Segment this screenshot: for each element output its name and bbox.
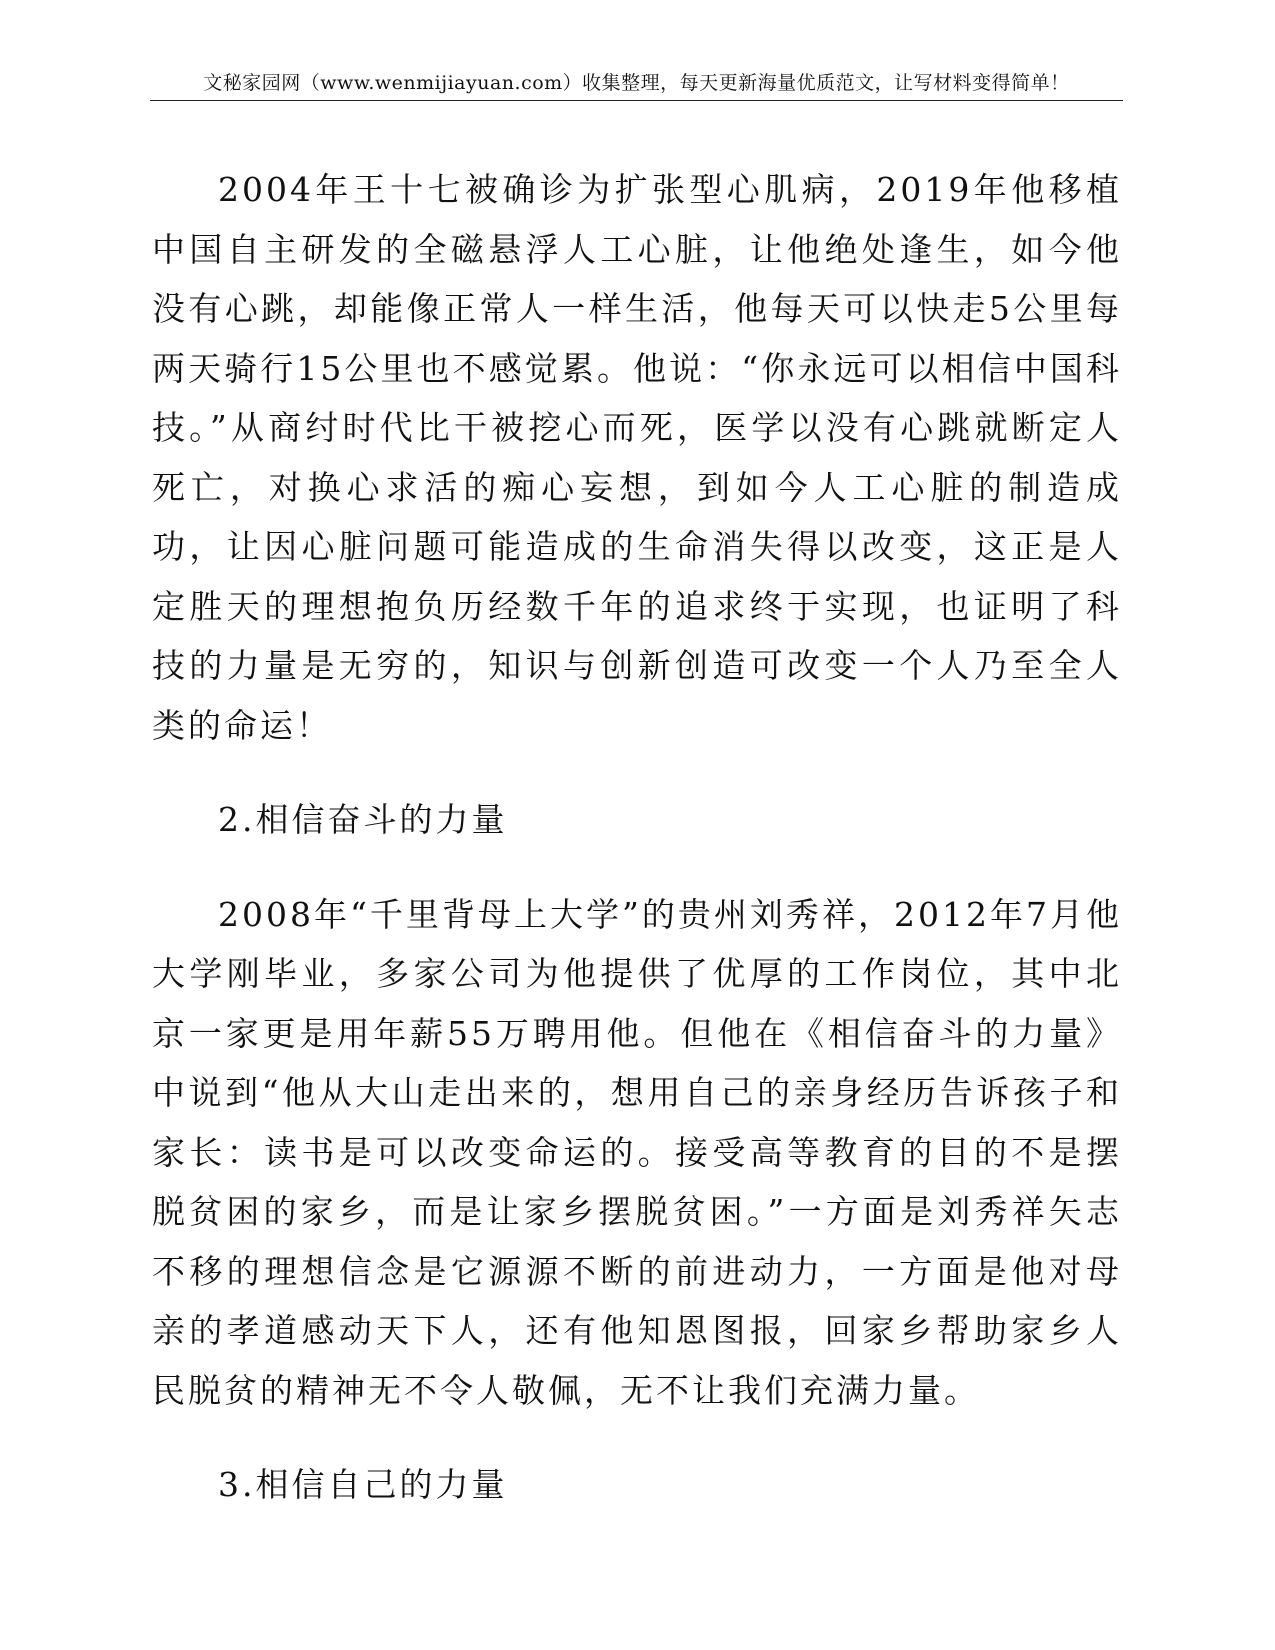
- section-heading-2: 2.相信奋斗的力量: [218, 800, 508, 839]
- body-paragraph-2: 2008年“千里背母上大学”的贵州刘秀祥，2012年7月他大学刚毕业，多家公司为他提供了优厚的工作岗位，其中北京一家更是用年薪55万聘用他。但他在《相信奋斗的力量》中说到“他从大山走出来的，想用自己的亲身经历告诉孩子和家长：读书是可以改变命运的。接受高等教育的目的不是摆脱贫困的家乡，而是让家乡摆脱贫困。”一方面是刘秀祥矢志不移的理想信念是它源源不断的前进动力，一方面是他对母亲的孝道感动天下人，还有他知恩图报，回家乡帮助家乡人民脱贫的精神无不令人敬佩，无不让我们充满力量。: [152, 894, 1122, 1410]
- document-body: [152, 160, 1122, 1515]
- page-header: 文秘家园网（www.wenmijiayuan.com）收集整理，每天更新海量优质范文，让写材料变得简单！: [150, 70, 1123, 101]
- paragraph-gap: [152, 755, 1122, 790]
- body-paragraph-1: 2004年王十七被确诊为扩张型心肌病，2019年他移植中国自主研发的全磁悬浮人工心脏，让他绝处逢生，如今他没有心跳，却能像正常人一样生活，他每天可以快走5公里每两天骑行15公里也不感觉累。他说：“你永远可以相信中国科技。”从商纣时代比干被挖心而死，医学以没有心跳就断定人死亡，对换心求活的痴心妄想，到如今人工心脏的制造成功，让因心脏问题可能造成的生命消失得以改变，这正是人定胜天的理想抱负历经数千年的追求终于实现，也证明了科技的力量是无穷的，知识与创新创造可改变一个人乃至全人类的命运！: [152, 170, 1122, 745]
- section-heading-3: 3.相信自己的力量: [218, 1465, 508, 1504]
- paragraph-gap: [152, 1420, 1122, 1455]
- paragraph-gap: [152, 850, 1122, 885]
